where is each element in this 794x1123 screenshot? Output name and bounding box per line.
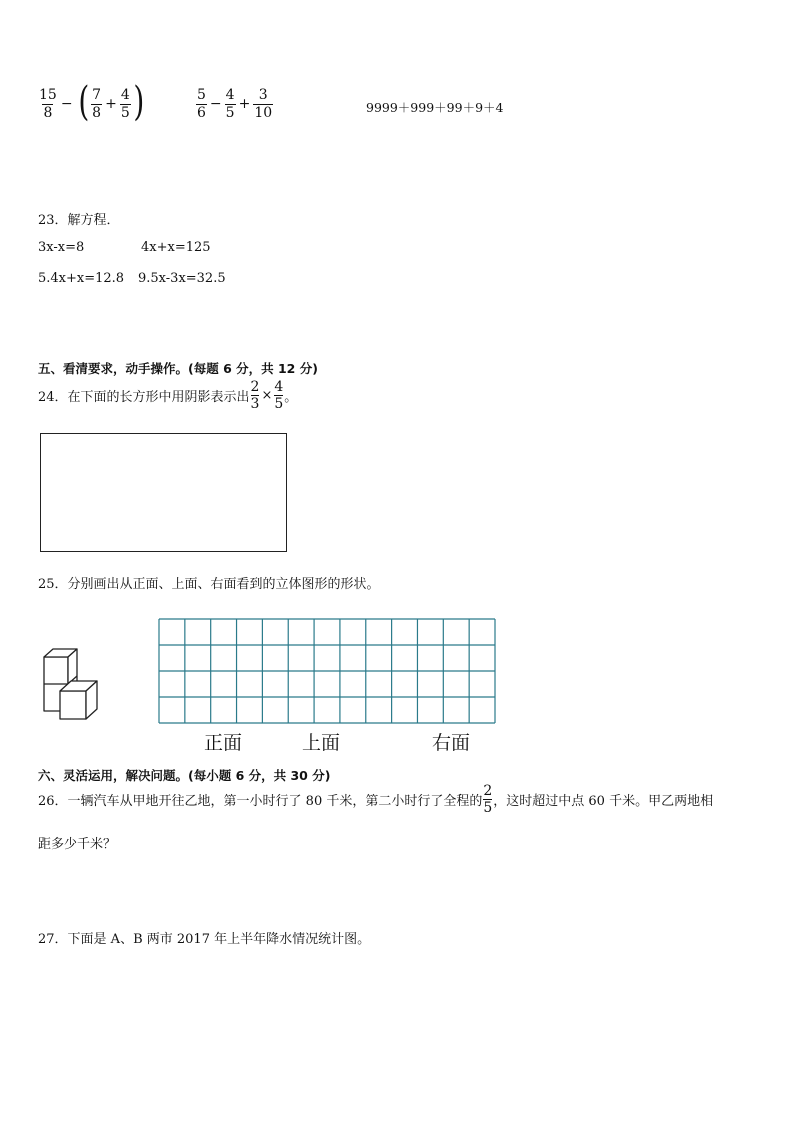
expression-2 (196, 88, 273, 120)
fraction: $\frac{7}{8}$ (92, 86, 102, 121)
question-26-text-cont: ，这时超过中点 60 千米。甲乙两地相 (493, 794, 714, 810)
equation-2: 4x+x=125 (141, 240, 211, 255)
section-6-title: 六、灵活运用，解决问题。(每小题 6 分，共 30 分) (38, 768, 331, 783)
minus-sign: − (60, 96, 73, 112)
expression-1 (38, 79, 146, 125)
question-25: 25．分别画出从正面、上面、右面看到的立体图形的形状。 (38, 577, 380, 592)
label-top-view: 上面 (302, 732, 341, 754)
question-23-title: 23．解方程． (38, 213, 120, 228)
question-26 (38, 784, 713, 815)
drawing-grid[interactable] (158, 618, 496, 724)
question-24: 24．在下面的长方形中用阴影表示出 $\frac{2}{3}$ × $\frac{4}{5}$ 。 (38, 379, 298, 412)
cube-stack-figure (40, 645, 110, 725)
plus-sign: + (238, 96, 251, 113)
plus-sign: + (105, 96, 117, 112)
fraction: $\frac{2}{5}$ (483, 783, 493, 816)
fraction: $\frac{4}{5}$ (274, 379, 284, 412)
label-right-view: 右面 (432, 732, 471, 754)
equation-1: 3x-x=8 (38, 240, 85, 255)
fraction: $\frac{3}{10}$ (254, 87, 273, 121)
label-front-view: 正面 (204, 732, 243, 754)
question-24-text: 24．在下面的长方形中用阴影表示出 (38, 390, 250, 406)
fraction: $\frac{5}{6}$ (197, 87, 206, 121)
question-27: 27．下面是 A、B 两市 2017 年上半年降水情况统计图。 (38, 932, 371, 947)
equation-3: 5.4x+x=12.8 (38, 271, 125, 286)
section-5-title: 五、看清要求，动手操作。(每题 6 分，共 12 分) (38, 361, 318, 376)
fraction: $\frac{4}{5}$ (225, 87, 235, 121)
fraction: $\frac{2}{3}$ (250, 379, 260, 412)
minus-sign: − (209, 96, 222, 113)
question-26-line2: 距多少千米？ (38, 837, 117, 852)
times-sign: × (261, 388, 273, 404)
fraction: $\frac{4}{5}$ (120, 86, 130, 121)
right-paren: ) (133, 79, 145, 125)
question-26-text: 26．一辆汽车从甲地开往乙地，第一小时行了 80 千米，第二小时行了全程的 (38, 794, 483, 810)
fraction: $\frac{15}{8}$ (39, 86, 57, 121)
expression-3: 9999＋999＋99＋9＋4 (366, 100, 504, 115)
left-paren: ( (77, 79, 89, 125)
answer-rectangle[interactable] (40, 433, 287, 552)
equation-4: 9.5x-3x=32.5 (138, 271, 226, 286)
